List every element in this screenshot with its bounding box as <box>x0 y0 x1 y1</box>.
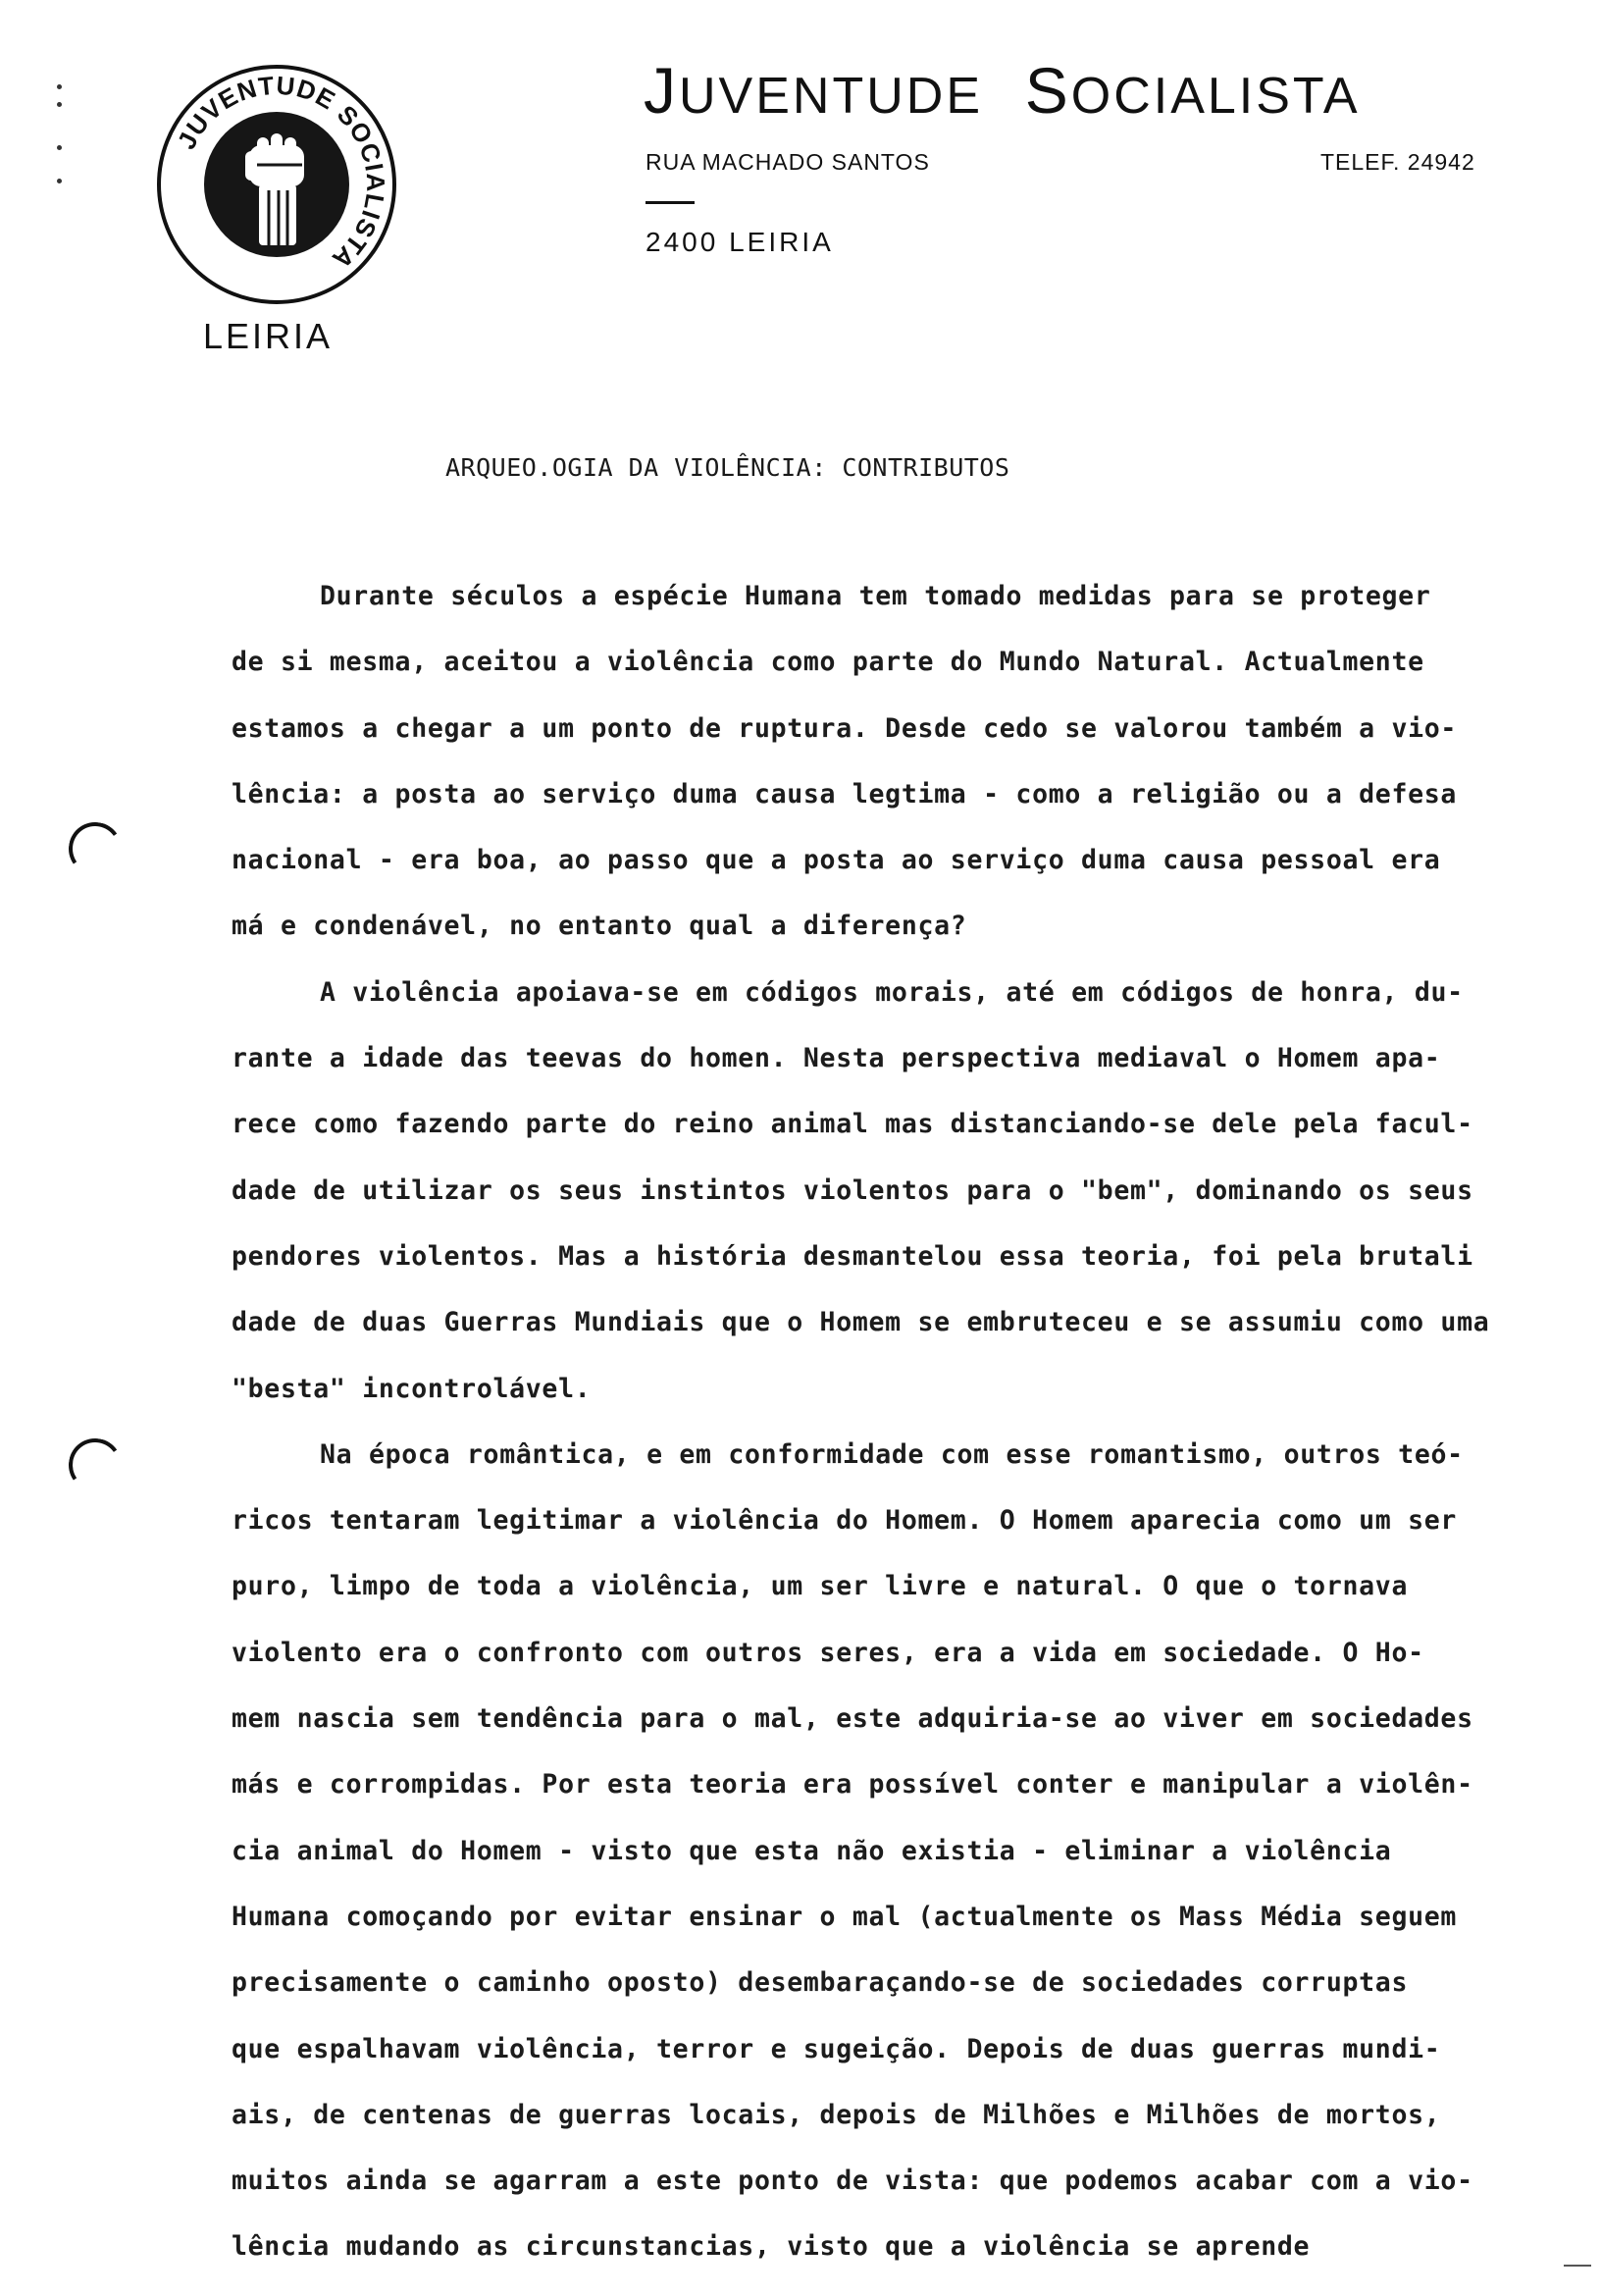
text-line: de si mesma, aceitou a violência como parte do Mundo Natural. Actualmente <box>232 647 1424 678</box>
text-line: estamos a chegar a um ponto de ruptura. Desde cedo se valorou também a vio- <box>232 712 1458 744</box>
punch-hole-mark <box>65 1435 127 1496</box>
text-line: A violência apoiava-se em códigos morais, até em códigos de honra, du- <box>320 976 1464 1008</box>
text-line: dade de duas Guerras Mundiais que o Homem se embruteceu e se assumiu como uma <box>232 1307 1490 1338</box>
logo-city-label: LEIRIA <box>203 316 334 356</box>
text-line: puro, limpo de toda a violência, um ser livre e natural. O que o tornava <box>232 1571 1409 1602</box>
margin-dot <box>57 102 62 107</box>
text-line: Durante séculos a espécie Humana tem tomado medidas para se proteger <box>320 581 1431 611</box>
text-line: violento era o confronto com outros seres, era a vida em sociedade. O Ho- <box>232 1637 1424 1668</box>
text-line: rece como fazendo parte do reino animal mas distanciando-se dele pela facul- <box>232 1109 1473 1140</box>
text-line: ais, de centenas de guerras locais, depois de Milhões e Milhões de mortos, <box>232 2099 1441 2130</box>
text-line: "besta" incontrolável. <box>232 1373 592 1404</box>
punch-hole-mark <box>65 818 127 880</box>
postcode-city: 2400 LEIRIA <box>646 227 834 257</box>
organization-name: JUVENTUDE SOCIALISTA <box>644 54 1361 127</box>
text-line: lência: a posta ao serviço duma causa legtima - como a religião ou a defesa <box>232 778 1458 809</box>
text-line: nacional - era boa, ao passo que a posta ao serviço duma causa pessoal era <box>232 845 1441 876</box>
address-divider <box>646 201 695 204</box>
text-line: muitos ainda se agarram a este ponto de vista: que podemos acabar com a vio- <box>232 2166 1473 2197</box>
text-line: cia animal do Homem - visto que esta não existia - eliminar a violência <box>232 1835 1392 1866</box>
margin-dot <box>57 179 62 183</box>
svg-text:JUVENTUDE SOCIALISTA: JUVENTUDE SOCIALISTA <box>171 70 391 276</box>
fist-logo-icon <box>155 63 398 306</box>
text-line: mem nascia sem tendência para o mal, este adquiria-se ao viver em sociedades <box>232 1703 1473 1735</box>
text-line: precisamente o caminho oposto) desembaraçando-se de sociedades corruptas <box>232 1967 1409 1999</box>
text-line: má e condenável, no entanto qual a diferença? <box>232 911 967 942</box>
margin-dot <box>57 145 62 150</box>
text-line: que espalhavam violência, terror e sugeição. Depois de duas guerras mundi- <box>232 2033 1441 2064</box>
text-line: más e corrompidas. Por esta teoria era possível conter e manipular a violên- <box>232 1769 1473 1800</box>
text-line: rante a idade das teevas do homen. Nesta perspectiva mediaval o Homem apa- <box>232 1043 1441 1074</box>
text-line: Na época romântica, e em conformidade com esse romantismo, outros teó- <box>320 1438 1464 1470</box>
document-title: ARQUEO.OGIA DA VIOLÊNCIA: CONTRIBUTOS <box>445 453 1010 482</box>
margin-dot <box>57 84 62 89</box>
text-line: pendores violentos. Mas a história desmantelou essa teoria, foi pela brutali <box>232 1240 1473 1272</box>
document-body <box>232 579 1595 2296</box>
text-line: dade de utilizar os seus instintos violentos para o "bem", dominando os seus <box>232 1174 1473 1206</box>
address-line: RUA MACHADO SANTOS <box>646 149 930 175</box>
text-line: Humana comoçando por evitar ensinar o mal (actualmente os Mass Média seguem <box>232 1901 1458 1932</box>
text-line: lência mudando as circunstancias, visto que a violência se aprende <box>232 2231 1311 2263</box>
text-line: ricos tentaram legitimar a violência do Homem. O Homem aparecia como um ser <box>232 1505 1458 1537</box>
phone-number: TELEF. 24942 <box>1320 149 1475 175</box>
